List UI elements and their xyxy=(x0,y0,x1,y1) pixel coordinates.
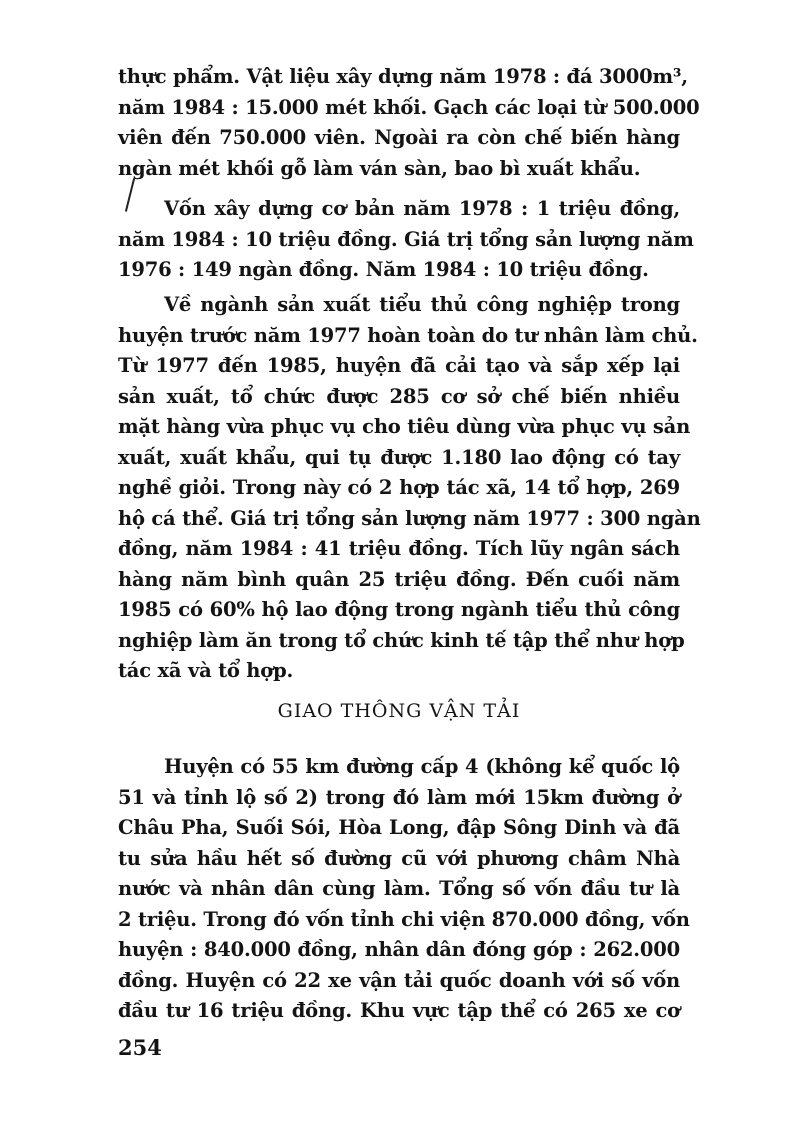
paragraph-materials xyxy=(118,62,700,184)
text-line: đầu tư 16 triệu đồng. Khu vực tập thể có 265 xe cơ xyxy=(118,999,680,1022)
text-line: 1976 : 149 ngàn đồng. Năm 1984 : 10 triệu đồng. xyxy=(118,258,649,281)
text-line: Vốn xây dựng cơ bản năm 1978 : 1 triệu đồng, xyxy=(164,197,680,220)
section-heading: GIAO THÔNG VẬN TẢI xyxy=(277,700,521,722)
text-line: hộ cá thể. Giá trị tổng sản lượng năm 1977 : 300 ngàn xyxy=(118,506,701,530)
text-line: 2 triệu. Trong đó vốn tỉnh chi viện 870.000 đồng, vốn xyxy=(118,907,690,931)
text-line: năm 1984 : 10 triệu đồng. Giá trị tổng sản lượng năm xyxy=(118,227,694,251)
text-line: năm 1984 : 15.000 mét khối. Gạch các loại từ 500.000 xyxy=(118,95,700,119)
text-line: nghiệp làm ăn trong tổ chức kinh tế tập thể như hợp xyxy=(118,628,685,652)
text-line: hàng năm bình quân 25 triệu đồng. Đến cuối năm xyxy=(118,567,680,591)
text-line: 51 và tỉnh lộ số 2) trong đó làm mới 15km đường ở xyxy=(118,785,680,809)
text-line: ngàn mét khối gỗ làm ván sàn, bao bì xuất khẩu. xyxy=(118,156,641,180)
paragraph-transport xyxy=(118,752,690,1027)
text-line: viên đến 750.000 viên. Ngoài ra còn chế biến hàng xyxy=(118,126,680,149)
text-line: huyện trước năm 1977 hoàn toàn do tư nhân làm chủ. xyxy=(118,323,698,347)
text-line: Từ 1977 đến 1985, huyện đã cải tạo và sắp xếp lại xyxy=(118,354,680,377)
text-line: huyện : 840.000 đồng, nhân dân đóng góp : 262.000 xyxy=(118,938,680,961)
text-line: Huyện có 55 km đường cấp 4 (không kể quốc lộ xyxy=(164,755,680,778)
text-line: Châu Pha, Suối Sói, Hòa Long, đập Sông Dinh và đã xyxy=(118,816,680,839)
text-line: đồng. Huyện có 22 xe vận tải quốc doanh với số vốn xyxy=(118,968,680,992)
text-line: nước và nhân dân cùng làm. Tổng số vốn đầu tư là xyxy=(118,877,680,900)
text-line: mặt hàng vừa phục vụ cho tiêu dùng vừa phục vụ sản xyxy=(118,415,691,438)
text-line: nghề giỏi. Trong này có 2 hợp tác xã, 14 tổ hợp, 269 xyxy=(118,476,680,499)
text-line: tác xã và tổ hợp. xyxy=(118,659,294,682)
text-line: sản xuất, tổ chức được 285 cơ sở chế biến nhiều xyxy=(118,384,680,408)
paragraph-capital xyxy=(118,194,694,286)
text-line: đồng, năm 1984 : 41 triệu đồng. Tích lũy ngân sách xyxy=(118,537,680,560)
text-line: Về ngành sản xuất tiểu thủ công nghiệp trong xyxy=(164,293,680,316)
text-line: 1985 có 60% hộ lao động trong ngành tiểu thủ công xyxy=(118,598,680,621)
text-line: xuất, xuất khẩu, qui tụ được 1.180 lao động có tay xyxy=(118,445,680,469)
text-line: thực phẩm. Vật liệu xây dựng năm 1978 : đá 3000m³, xyxy=(118,65,688,88)
text-line: tu sửa hầu hết số đường cũ với phương châm Nhà xyxy=(118,846,680,870)
page-number: 254 xyxy=(118,1035,162,1060)
paragraph-handicraft xyxy=(118,290,701,687)
